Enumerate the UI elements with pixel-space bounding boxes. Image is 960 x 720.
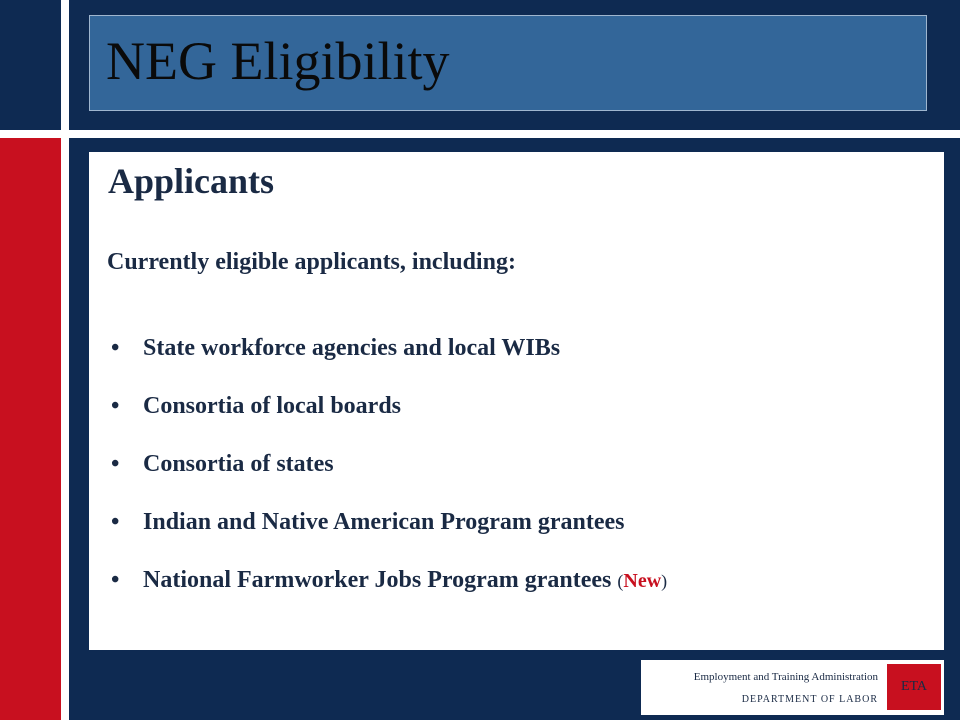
list-item-text: Consortia of local boards <box>143 393 401 419</box>
list-item <box>111 392 667 450</box>
list-item <box>111 334 667 392</box>
bullet-icon: • <box>111 451 120 477</box>
list-item-text: Consortia of states <box>143 451 334 477</box>
new-label: New <box>623 570 662 592</box>
list-item <box>111 450 667 508</box>
eta-badge <box>887 664 941 710</box>
footer-branding <box>641 660 944 715</box>
bullet-icon: • <box>111 509 120 535</box>
list-item-text: Indian and Native American Program grantees <box>143 509 625 535</box>
left-vertical-divider <box>61 0 69 720</box>
slide-title: NEG Eligibility <box>106 31 450 91</box>
footer-organization: Employment and Training Administration <box>693 671 878 683</box>
list-item-text: State workforce agencies and local WIBs <box>143 335 561 361</box>
red-side-block <box>0 138 61 720</box>
list-item <box>111 566 667 624</box>
footer-department: DEPARTMENT OF LABOR <box>741 694 878 705</box>
eta-label: ETA <box>900 679 928 694</box>
content-panel <box>89 152 944 650</box>
bullet-icon: • <box>111 393 120 419</box>
applicant-list <box>111 334 667 624</box>
intro-text: Currently eligible applicants, including: <box>107 249 516 275</box>
new-tag: (New) <box>617 570 668 592</box>
list-item-text: National Farmworker Jobs Program grantees <box>143 567 612 593</box>
top-horizontal-divider <box>0 130 960 138</box>
title-banner <box>89 15 927 111</box>
bullet-icon: • <box>111 567 120 593</box>
list-item <box>111 508 667 566</box>
bullet-icon: • <box>111 335 120 361</box>
section-heading: Applicants <box>108 161 275 201</box>
